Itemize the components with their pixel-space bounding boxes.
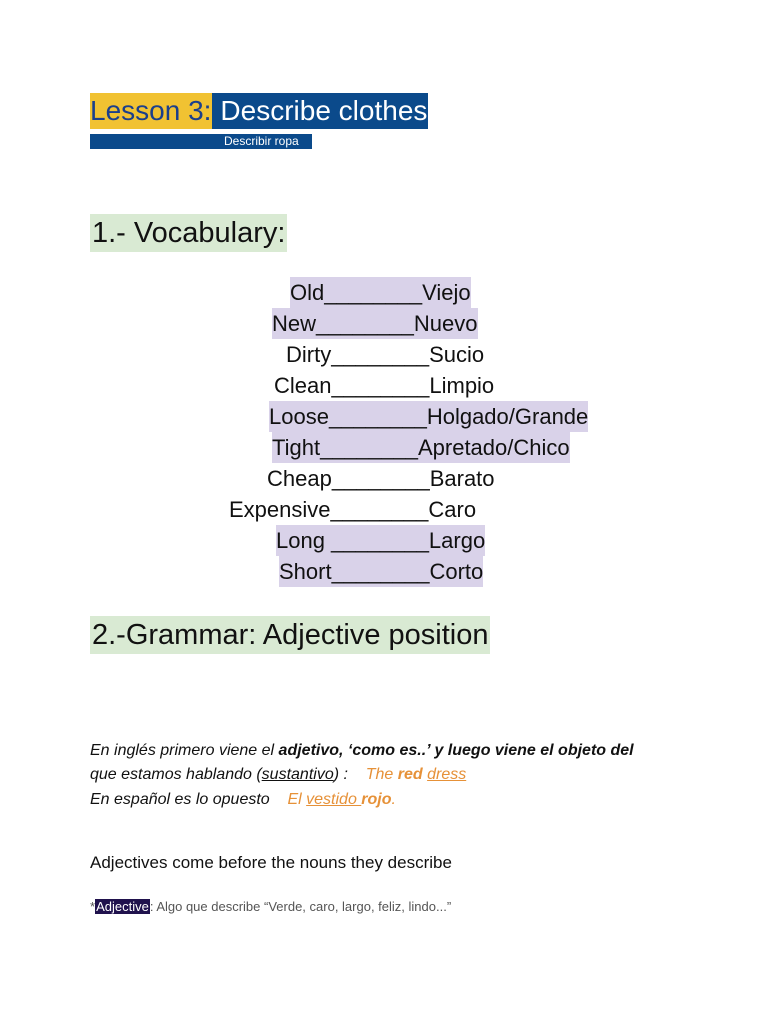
lesson-subtitle: Describir ropa — [224, 134, 299, 148]
vocab-item-short: Short________Corto — [279, 556, 483, 587]
lesson-topic: Describe clothes — [212, 93, 428, 129]
grammar-text: En inglés primero viene el — [90, 742, 279, 759]
vocab-item-loose: Loose________Holgado/Grande — [269, 401, 588, 432]
vocab-item-expensive: Expensive________Caro — [229, 497, 477, 522]
grammar-line-1 — [90, 739, 634, 763]
grammar-text: , ‘como es..’ y luego viene el objeto del — [339, 742, 634, 759]
footnote-asterisk: * — [90, 899, 96, 914]
vocab-item-dirty: Dirty________Sucio — [286, 342, 485, 367]
spanish-example: El — [287, 791, 307, 808]
grammar-line-3 — [90, 788, 396, 812]
lesson-title — [90, 93, 428, 129]
grammar-text: En español es lo opuesto — [90, 791, 288, 808]
english-example-noun: dress — [427, 766, 467, 783]
grammar-text: ) : — [333, 766, 366, 783]
vocab-item-tight: Tight________Apretado/Chico — [272, 432, 570, 463]
grammar-text: que estamos hablando ( — [90, 766, 262, 783]
footnote-term: Adjective — [96, 899, 149, 914]
vocab-item-new: New________Nuevo — [272, 308, 478, 339]
grammar-line-2 — [90, 763, 466, 787]
sustantivo-term: sustantivo — [261, 766, 334, 783]
vocab-item-cheap: Cheap________Barato — [267, 466, 495, 491]
grammar-heading: 2.-Grammar: Adjective position — [90, 616, 490, 654]
vocab-item-clean: Clean________Limpio — [274, 373, 495, 398]
adjetivo-term: adjetivo — [278, 742, 340, 759]
spanish-example-adjective: rojo — [361, 791, 392, 808]
adjective-footnote — [90, 897, 451, 917]
footnote-definition: : Algo que describe “Verde, caro, largo, feliz, lindo...” — [149, 899, 452, 914]
spanish-example-noun: vestido — [306, 791, 362, 808]
vocabulary-heading: 1.- Vocabulary: — [90, 214, 287, 252]
english-example: The — [365, 766, 398, 783]
lesson-number: Lesson 3: — [90, 93, 212, 129]
spanish-example: . — [391, 791, 396, 808]
english-example-adjective: red — [397, 766, 423, 783]
vocab-item-old: Old________Viejo — [290, 277, 471, 308]
grammar-rule: Adjectives come before the nouns they describe — [90, 853, 452, 872]
vocab-item-long: Long ________Largo — [276, 525, 485, 556]
